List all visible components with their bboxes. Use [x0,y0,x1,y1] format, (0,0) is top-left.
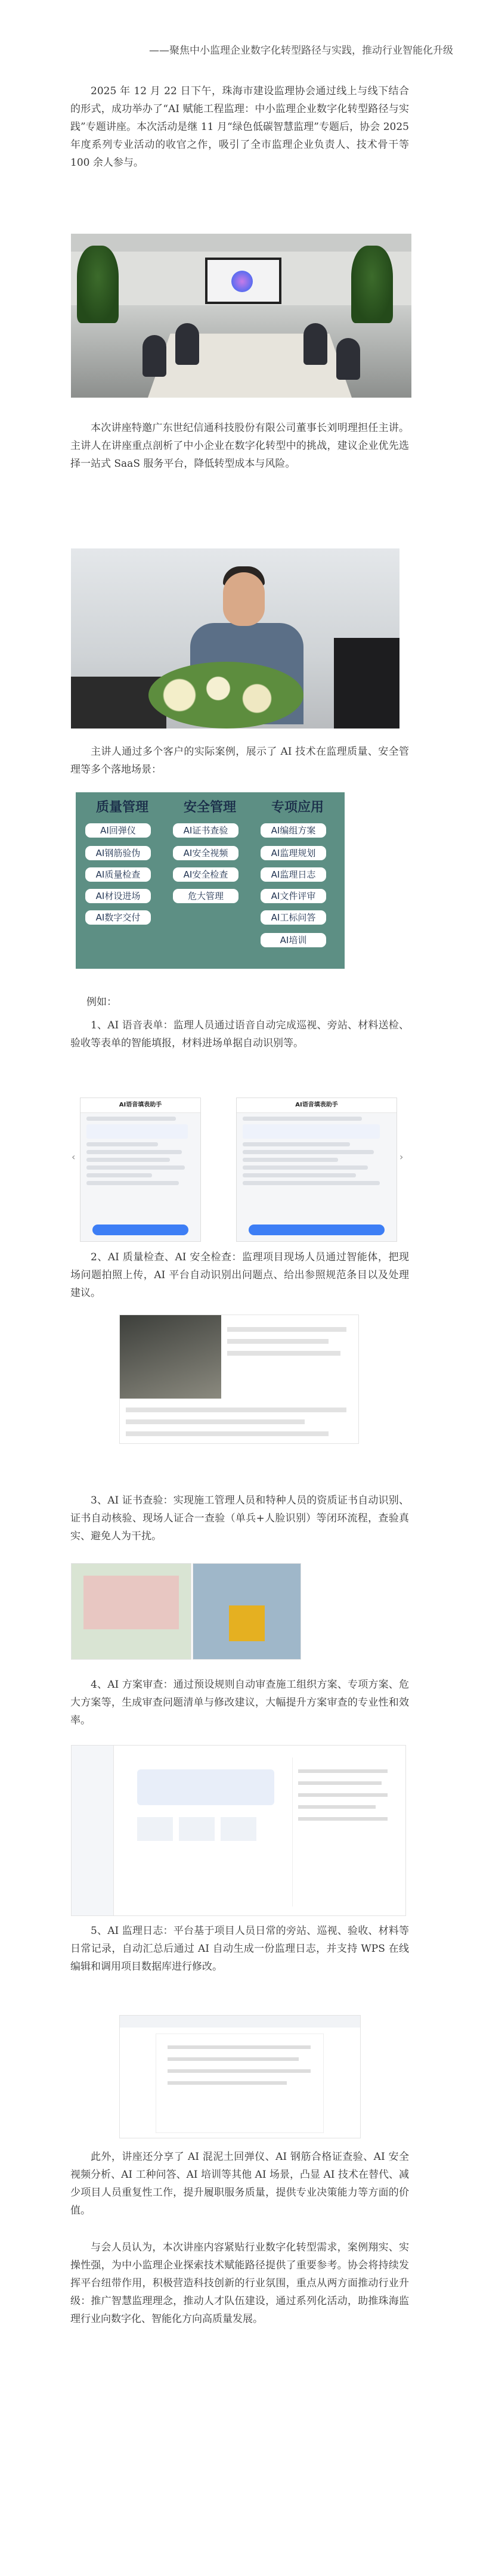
scenario-tag: AI安全检查 [173,867,238,882]
example-2-paragraph: 2、AI 质量检查、AI 安全检查：监理项目现场人员通过智能体，把现场问题拍照上传，AI 平台自动识别出问题点、给出参照规范条目以及处理建议。 [70,1251,409,1299]
example-1-paragraph: 1、AI 语音表单：监理人员通过语音自动完成巡视、旁站、材料送检、验收等表单的智能填报，材料进场单据自动识别等。 [70,1019,409,1049]
scenario-tag: 危大管理 [173,889,238,903]
scenario-tag: AI文件评审 [261,889,326,903]
certificate-photo-1 [71,1563,191,1660]
plan-review-screenshot [71,1745,406,1916]
scenario-tag: AI培训 [261,933,326,947]
cases-paragraph: 主讲人通过多个客户的实际案例，展示了 AI 技术在监理质量、安全管理等多个落地场景： [70,746,409,776]
voice-form-phone-right [236,1098,397,1242]
scenario-tag: AI质量检查 [85,867,151,882]
scenario-tag: AI编组方案 [261,823,326,838]
chevron-right-icon[interactable]: › [399,1151,404,1163]
closing-paragraph-1: 此外，讲座还分享了 AI 混泥土回弹仪、AI 钢筋合格证查验、AI 安全视频分析、AI 工种问答、AI 培训等其他 AI 场景，凸显 AI 技术在替代、减少项目人员重复性工作，提升履职服务质量，提供专业决策能力等方面的价值。 [70,2151,409,2217]
projector-screen [205,258,281,304]
chevron-left-icon[interactable]: ‹ [72,1151,76,1163]
voice-form-phone-left [80,1098,201,1242]
column-title: 安全管理 [183,800,236,815]
scenario-tag: AI监理日志 [261,867,326,882]
quality-check-screenshot [119,1315,359,1444]
column-title: 专项应用 [271,800,324,815]
scenario-tag: AI安全视频 [173,846,238,860]
phone-title: AI语音填表助手 [237,1098,397,1113]
scenario-tag: AI数字交付 [85,910,151,925]
column-title: 质量管理 [95,800,148,815]
example-label: 例如： [86,996,117,1008]
example-3-paragraph: 3、AI 证书查验：实现施工管理人员和特种人员的资质证书自动识别、证书自动核验、现场人证合一查验（单兵+人脸识别）等闭环流程，查验真实、避免人为干扰。 [70,1495,409,1542]
example-5-paragraph: 5、AI 监理日志：平台基于项目人员日常的旁站、巡视、验收、材料等日常记录，自动汇总后通过 AI 自动生成一份监理日志，并支持 WPS 在线编辑和调用项目数据库进行修改。 [70,1925,409,1973]
scenario-tag: AI监理规划 [261,846,326,860]
phone-title: AI语音填表助手 [80,1098,200,1113]
certificate-photo-2 [193,1563,301,1660]
meeting-room-photo [71,234,411,398]
intro-paragraph: 2025 年 12 月 22 日下午，珠海市建设监理协会通过线上与线下结合的形式，成功举办了“AI 赋能工程监理：中小监理企业数字化转型路径与实践”专题讲座。本次活动是继 11 月“绿色低碳智慧监理”专题后，协会 2025 年度系列专业活动的收官之作，吸引了全市监理企业负责人、技术骨干等 100 余人参与。 [70,85,409,169]
scenario-tag: AI工标问答 [261,910,326,925]
ai-scenarios-panel [76,792,345,969]
closing-paragraph-2: 与会人员认为，本次讲座内容紧贴行业数字化转型需求，案例翔实、实操性强，为中小监理企业探索技术赋能路径提供了重要参考。协会将持续发挥平台纽带作用，积极营造科技创新的行业氛围，重点从两方面推动行业升级：推广智慧监理理念，推动人才队伍建设，通过系列化活动，助推珠海监理行业向数字化、智能化方向高质量发展。 [70,2242,409,2325]
speaker-photo [71,548,399,729]
scenario-tag: AI证书查验 [173,823,238,838]
supervision-log-screenshot [119,2015,361,2138]
scenario-tag: AI材设进场 [85,889,151,903]
scenario-tag: AI钢筋验伪 [85,846,151,860]
example-4-paragraph: 4、AI 方案审查：通过预设规则自动审查施工组织方案、专项方案、危大方案等，生成审查问题清单与修改建议，大幅提升方案审查的专业性和效率。 [70,1679,409,1726]
scenario-tag: AI回弹仪 [85,823,151,838]
article-subtitle: ——聚焦中小监理企业数字化转型路径与实践，推动行业智能化升级 [149,45,453,57]
speaker-paragraph: 本次讲座特邀广东世纪信通科技股份有限公司董事长刘明理担任主讲。主讲人在讲座重点剖析了中小企业在数字化转型中的挑战，建议企业优先选择一站式 SaaS 服务平台，降低转型成本与风险。 [70,422,409,470]
